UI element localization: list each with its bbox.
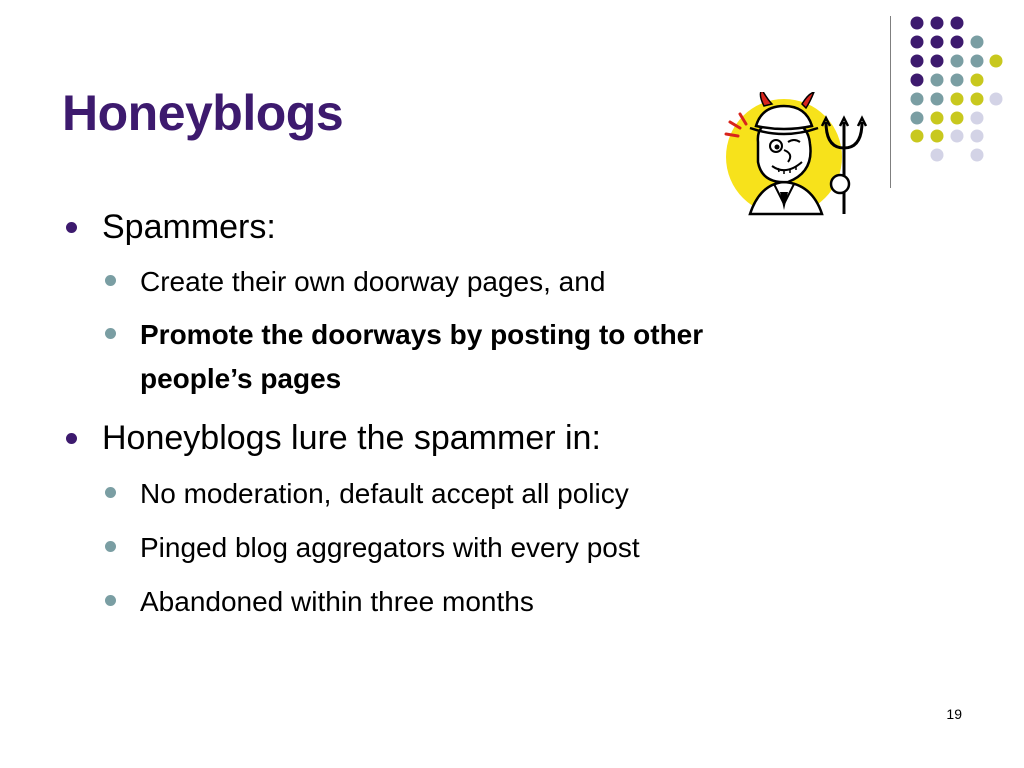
bullet-text: Spammers:	[102, 208, 276, 246]
bullet-dot-icon	[105, 328, 116, 339]
bullet-dot-icon	[105, 487, 116, 498]
bullet-dot-icon	[105, 275, 116, 286]
slide-title: Honeyblogs	[62, 85, 344, 141]
bullet-text: Pinged blog aggregators with every post	[140, 532, 640, 563]
bullet-text: Create their own doorway pages, and	[140, 266, 606, 297]
bullet-text: No moderation, default accept all policy	[140, 478, 629, 509]
bullet-dot-icon	[66, 433, 77, 444]
sub-bullet-continuation	[140, 357, 341, 401]
bullet-dot-icon	[105, 541, 116, 552]
bullet-dot-icon	[105, 595, 116, 606]
bullet-item	[102, 418, 601, 458]
page-number: 19	[946, 706, 962, 722]
sub-bullet-item	[140, 313, 703, 357]
bullet-text: Promote the doorways by posting to other	[140, 319, 704, 350]
bullet-text: people’s pages	[140, 363, 342, 394]
sub-bullet-item	[140, 472, 629, 516]
sub-bullet-item	[140, 580, 534, 624]
sub-bullet-item	[140, 260, 605, 304]
bullet-dot-icon	[66, 222, 77, 233]
bullet-item	[102, 207, 276, 247]
sub-bullet-item	[140, 526, 640, 570]
bullet-text: Honeyblogs lure the spammer in:	[102, 419, 601, 457]
bullet-text: Abandoned within three months	[140, 586, 534, 617]
